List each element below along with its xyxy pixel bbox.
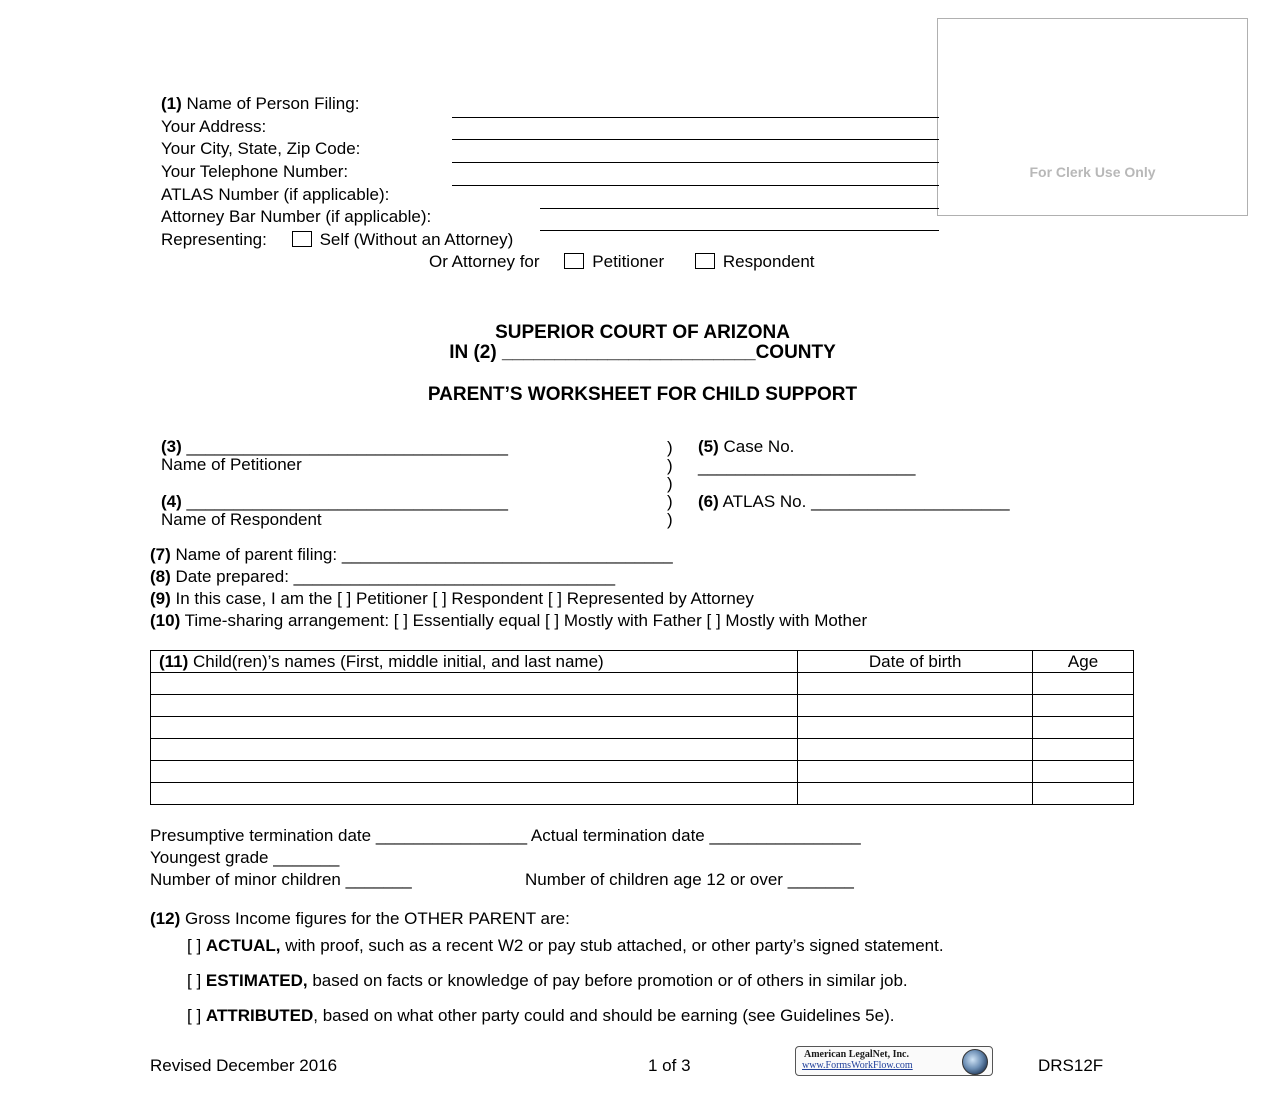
case-number-row: [698, 437, 794, 457]
estimated-checkbox[interactable]: [ ]: [187, 971, 202, 990]
county-line: IN (2) ________________________COUNTY: [449, 342, 836, 363]
child-name-cell[interactable]: [151, 739, 798, 761]
child-age-cell[interactable]: [1033, 761, 1134, 783]
party-role-row[interactable]: [150, 589, 754, 609]
atlas-no-blank: _____________________: [811, 492, 1010, 511]
caption-paren: ): [667, 492, 673, 511]
filer-name-label: Name of Person Filing:: [186, 94, 360, 113]
child-dob-cell[interactable]: [798, 739, 1033, 761]
or-attorney-label: Or Attorney for: [429, 252, 540, 271]
atlas-number-label: ATLAS Number (if applicable):: [161, 185, 390, 204]
date-prepared-text: Date prepared: __________________________________: [175, 567, 616, 586]
field-number: (12): [150, 909, 181, 928]
child-dob-cell[interactable]: [798, 673, 1033, 695]
child-age-cell[interactable]: [1033, 695, 1134, 717]
child-dob-cell[interactable]: [798, 783, 1033, 805]
parent-filing-row[interactable]: [150, 545, 673, 565]
case-number-blank[interactable]: _______________________: [698, 457, 916, 476]
minor-children-row[interactable]: Number of minor children _______: [150, 870, 412, 889]
field-number: (9): [150, 589, 171, 608]
child-age-cell[interactable]: [1033, 673, 1134, 695]
bar-number-line[interactable]: [540, 230, 939, 231]
filer-name-row: [161, 94, 359, 114]
phone-label: Your Telephone Number:: [161, 162, 349, 181]
table-row: [151, 783, 1134, 805]
col-age-header: Age: [1033, 651, 1134, 673]
child-name-cell[interactable]: [151, 695, 798, 717]
time-sharing-row[interactable]: [150, 611, 867, 631]
respondent-checkbox[interactable]: [695, 253, 715, 269]
field-number: (5): [698, 437, 719, 456]
party-role-text: In this case, I am the [ ] Petitioner [ ] Respondent [ ] Represented by Attorney: [175, 589, 754, 608]
field-number: (1): [161, 94, 182, 113]
petitioner-name-blank: __________________________________: [186, 437, 508, 456]
respondent-name-label: Name of Respondent: [161, 510, 322, 529]
respondent-name-row[interactable]: [161, 492, 508, 512]
actual-text: with proof, such as a recent W2 or pay stub attached, or other party’s signed statement.: [285, 936, 944, 955]
atlas-number-line[interactable]: [540, 208, 939, 209]
income-actual-option[interactable]: [187, 937, 1132, 954]
logo-url: www.FormsWorkFlow.com: [802, 1060, 913, 1071]
petitioner-name-row[interactable]: [161, 437, 508, 457]
child-dob-cell[interactable]: [798, 695, 1033, 717]
representing-row: [161, 230, 513, 250]
caption-paren: ): [667, 474, 673, 493]
case-number-label: Case No.: [723, 437, 795, 456]
address-line[interactable]: [452, 139, 939, 140]
caption-paren: ): [667, 510, 673, 529]
child-name-cell[interactable]: [151, 717, 798, 739]
table-row: [151, 761, 1134, 783]
clerk-use-label: For Clerk Use Only: [1029, 164, 1156, 180]
respondent-name-blank: __________________________________: [186, 492, 508, 511]
estimated-text: based on facts or knowledge of pay before promotion or of others in similar job.: [312, 971, 908, 990]
american-legalnet-logo[interactable]: [795, 1046, 993, 1076]
field-number: (4): [161, 492, 182, 511]
city-line[interactable]: [452, 162, 939, 163]
child-name-cell[interactable]: [151, 783, 798, 805]
self-checkbox[interactable]: [292, 231, 312, 247]
attributed-text: , based on what other party could and should be earning (see Guidelines 5e).: [313, 1006, 895, 1025]
globe-icon: [962, 1049, 988, 1075]
table-row: [151, 717, 1134, 739]
respondent-label: Respondent: [722, 252, 815, 271]
income-estimated-option[interactable]: [187, 972, 1132, 989]
petitioner-checkbox[interactable]: [564, 253, 584, 269]
parent-filing-text: Name of parent filing: ___________________________________: [175, 545, 673, 564]
actual-label: ACTUAL,: [205, 936, 281, 955]
child-age-cell[interactable]: [1033, 783, 1134, 805]
court-name: SUPERIOR COURT OF ARIZONA: [495, 322, 790, 343]
children-table: [150, 650, 1134, 805]
city-label: Your City, State, Zip Code:: [161, 139, 361, 158]
revised-date: Revised December 2016: [150, 1056, 338, 1075]
child-age-cell[interactable]: [1033, 717, 1134, 739]
atlas-no-row[interactable]: [698, 492, 1010, 512]
table-header-row: [151, 651, 1134, 673]
field-number: (3): [161, 437, 182, 456]
child-dob-cell[interactable]: [798, 761, 1033, 783]
page-number: 1 of 3: [648, 1056, 691, 1075]
time-sharing-text: Time-sharing arrangement: [ ] Essentially equal [ ] Mostly with Father [ ] Mostly with Mother: [184, 611, 868, 630]
field-number: (6): [698, 492, 719, 511]
self-label: Self (Without an Attorney): [319, 230, 514, 249]
child-name-cell[interactable]: [151, 673, 798, 695]
clerk-use-box: [937, 18, 1248, 216]
child-dob-cell[interactable]: [798, 717, 1033, 739]
attributed-label: ATTRIBUTED: [205, 1006, 314, 1025]
date-prepared-row[interactable]: [150, 567, 615, 587]
col-dob-header: Date of birth: [798, 651, 1033, 673]
children-over-12-row[interactable]: Number of children age 12 or over _______: [525, 870, 854, 889]
child-name-cell[interactable]: [151, 761, 798, 783]
estimated-label: ESTIMATED,: [205, 971, 308, 990]
form-title: PARENT’S WORKSHEET FOR CHILD SUPPORT: [427, 384, 858, 405]
logo-company: American LegalNet, Inc.: [804, 1049, 909, 1060]
filer-name-line[interactable]: [452, 117, 939, 118]
field-number: (10): [150, 611, 181, 630]
phone-line[interactable]: [452, 185, 939, 186]
table-row: [151, 739, 1134, 761]
actual-checkbox[interactable]: [ ]: [187, 936, 202, 955]
caption-paren: ): [667, 456, 673, 475]
attorney-for-row: [429, 252, 815, 272]
address-label: Your Address:: [161, 117, 267, 136]
representing-label: Representing:: [161, 230, 267, 249]
termination-dates-row[interactable]: Presumptive termination date ________________ Actual termination date ________________: [150, 826, 861, 845]
col-names-header: (11) Child(ren)’s names (First, middle initial, and last name): [151, 651, 798, 673]
table-row: [151, 673, 1134, 695]
petitioner-name-label: Name of Petitioner: [161, 455, 302, 474]
atlas-no-label: ATLAS No.: [722, 492, 807, 511]
attributed-checkbox[interactable]: [ ]: [187, 1006, 202, 1025]
petitioner-label: Petitioner: [592, 252, 665, 271]
table-row: [151, 695, 1134, 717]
income-attributed-option[interactable]: [187, 1007, 1132, 1024]
income-intro-text: Gross Income figures for the OTHER PARENT are:: [184, 909, 570, 928]
field-number: (7): [150, 545, 171, 564]
bar-number-label: Attorney Bar Number (if applicable):: [161, 207, 432, 226]
youngest-grade-row[interactable]: Youngest grade _______: [150, 848, 340, 867]
field-number: (8): [150, 567, 171, 586]
form-id: DRS12F: [1038, 1056, 1104, 1075]
child-age-cell[interactable]: [1033, 739, 1134, 761]
income-intro-row: [150, 909, 570, 929]
caption-paren: ): [667, 438, 673, 457]
